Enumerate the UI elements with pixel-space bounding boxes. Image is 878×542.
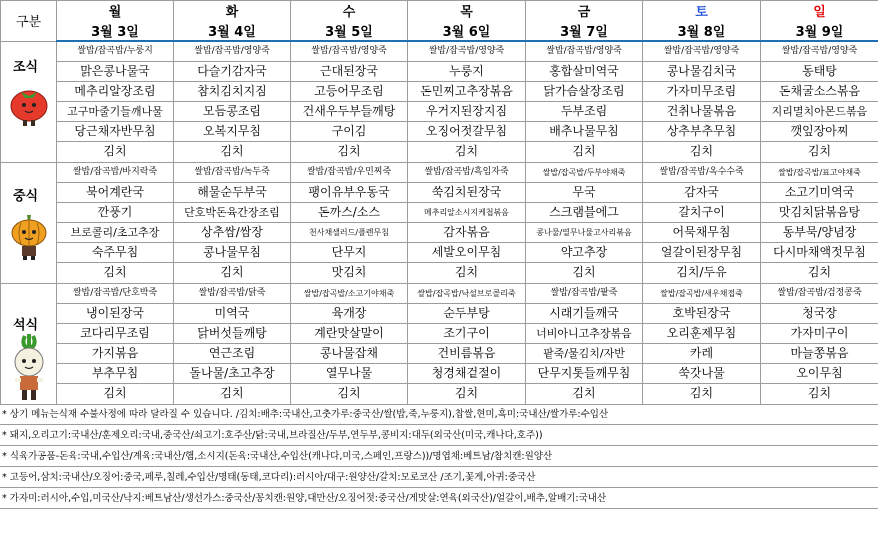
menu-item: 쌀밥/잡곡밥/닭죽: [174, 283, 291, 303]
menu-item: 김치: [526, 263, 643, 283]
menu-item: 열무나물: [291, 364, 408, 384]
menu-item: 김치: [291, 142, 408, 162]
menu-item: 당근채자반무침: [57, 122, 174, 142]
menu-item: 돈민찌고추장볶음: [408, 82, 526, 102]
menu-item: 김치: [761, 263, 878, 283]
menu-item: 약고추장: [526, 243, 643, 263]
menu-item: 스크램블에그: [526, 202, 643, 222]
menu-item: 깻잎장아찌: [761, 122, 878, 142]
origin-note: * 돼지,오리고기:국내산/훈제오리:국내,중국산/쇠고기:호주산/닭:국내,브라질산/두부,연두부,콩비지:대두(외국산(미국,캐나다,호주)): [2, 430, 543, 441]
menu-item: 마늘쫑볶음: [761, 343, 878, 363]
menu-item: 쌀밥/잡곡밥/팥죽: [526, 283, 643, 303]
meal-label-cell: [1, 162, 57, 283]
menu-item: 김치: [408, 263, 526, 283]
menu-item: 김치: [174, 142, 291, 162]
date-header-5: 3월 8일: [643, 20, 761, 41]
menu-item: 쌀밥/잡곡밥/영양죽: [761, 41, 878, 62]
menu-item: 메추리알소시지케첩볶음: [408, 202, 526, 222]
meal-label-cell: [1, 41, 57, 162]
menu-item: 해물순두부국: [174, 182, 291, 202]
menu-item: 오리훈제무침: [643, 323, 761, 343]
meal-label: 석식: [13, 317, 39, 333]
menu-item: 콩나물김치국: [643, 62, 761, 82]
menu-item: 쌀밥/잡곡밥/표고야채죽: [761, 162, 878, 182]
menu-row: [1, 222, 878, 242]
menu-item: 맛김치닭볶음탕: [761, 202, 878, 222]
day-header-3: 목: [408, 1, 526, 21]
menu-item: 가지볶음: [57, 343, 174, 363]
menu-item: 김치: [174, 384, 291, 404]
menu-item: 구이김: [291, 122, 408, 142]
meal-label: 조식: [13, 59, 39, 75]
menu-item: 오복지무침: [174, 122, 291, 142]
menu-item: 오징어젓갈무침: [408, 122, 526, 142]
menu-item: 김치: [643, 384, 761, 404]
menu-item: 깐풍기: [57, 202, 174, 222]
menu-item: 무국: [526, 182, 643, 202]
menu-item: 메추리알장조림: [57, 82, 174, 102]
menu-item: 참치김치지짐: [174, 82, 291, 102]
date-header-4: 3월 7일: [526, 20, 643, 41]
menu-row: [1, 384, 878, 404]
menu-item: 청국장: [761, 303, 878, 323]
menu-item: 갈치구이: [643, 202, 761, 222]
day-header-6: 일: [761, 1, 878, 21]
menu-item: 다슬기감자국: [174, 62, 291, 82]
menu-item: 쌀밥/잡곡밥/영양죽: [291, 41, 408, 62]
menu-item: 김치: [291, 384, 408, 404]
menu-row: [1, 364, 878, 384]
meal-label-cell: [1, 283, 57, 404]
radish-mascot-icon: [7, 334, 51, 405]
menu-row: [1, 182, 878, 202]
date-header-0: 3월 3일: [57, 20, 174, 41]
menu-item: 고등어무조림: [291, 82, 408, 102]
menu-item: 콩나물무침: [174, 243, 291, 263]
menu-item: 소고기미역국: [761, 182, 878, 202]
menu-item: 쌀밥/잡곡밥/단호박죽: [57, 283, 174, 303]
menu-item: 맑은콩나물국: [57, 62, 174, 82]
gubun-header: 구분: [1, 1, 57, 42]
menu-item: 조기구이: [408, 323, 526, 343]
menu-item: 건비름볶음: [408, 343, 526, 363]
menu-item: 어묵채무침: [643, 222, 761, 242]
menu-item: 쑥김치된장국: [408, 182, 526, 202]
origin-note: * 고등어,삼치:국내산/오징어:중국,페루,칠레,수입산/명태(동태,코다리):러시아/대구:원양산/갈치:모로코산 /조기,꽃게,아귀:중국산: [2, 472, 536, 483]
pumpkin-mascot-icon: [7, 211, 51, 265]
menu-item: 콩나물잡채: [291, 343, 408, 363]
menu-item: 김치: [57, 142, 174, 162]
date-header-3: 3월 6일: [408, 20, 526, 41]
date-header-1: 3월 4일: [174, 20, 291, 41]
menu-item: 카레: [643, 343, 761, 363]
menu-item: 숙주무침: [57, 243, 174, 263]
menu-item: 팥죽/물김치/자반: [526, 343, 643, 363]
menu-item: 쌀밥/잡곡밥/영양죽: [408, 41, 526, 62]
date-header-6: 3월 9일: [761, 20, 878, 41]
menu-item: 쌀밥/잡곡밥/두부야채죽: [526, 162, 643, 182]
menu-item: 쌀밥/잡곡밥/녹두죽: [174, 162, 291, 182]
menu-item: 미역국: [174, 303, 291, 323]
menu-item: 쑥갓나물: [643, 364, 761, 384]
menu-row: [1, 283, 878, 303]
menu-row: [1, 142, 878, 162]
menu-row: [1, 102, 878, 122]
menu-item: 김치: [174, 263, 291, 283]
menu-item: 브로콜리/초고추장: [57, 222, 174, 242]
menu-item: 우거지된장지짐: [408, 102, 526, 122]
menu-item: 김치: [526, 142, 643, 162]
menu-row: [1, 263, 878, 283]
menu-item: 홍합살미역국: [526, 62, 643, 82]
menu-item: 순두부탕: [408, 303, 526, 323]
menu-item: 쌀밥/잡곡밥/영양죽: [643, 41, 761, 62]
menu-row: [1, 243, 878, 263]
menu-item: 김치: [57, 263, 174, 283]
menu-item: 연근조림: [174, 343, 291, 363]
menu-item: 천사채샐러드/플렌무침: [291, 222, 408, 242]
menu-item: 단호박돈육간장조림: [174, 202, 291, 222]
menu-item: 단무지: [291, 243, 408, 263]
menu-item: 김치: [643, 142, 761, 162]
menu-item: 북어계란국: [57, 182, 174, 202]
note-divider: [0, 508, 878, 509]
menu-item: 쌀밥/잡곡밥/누룽지: [57, 41, 174, 62]
menu-item: 쌀밥/잡곡밥/낙설브로콜리죽: [408, 283, 526, 303]
menu-item: 지리멸치아몬드볶음: [761, 102, 878, 122]
menu-row: [1, 343, 878, 363]
menu-item: 돈채굴소스볶음: [761, 82, 878, 102]
menu-item: 청경채겉절이: [408, 364, 526, 384]
day-header-4: 금: [526, 1, 643, 21]
meal-label: 중식: [13, 188, 39, 204]
menu-item: 쌀밥/잡곡밥/우민찌죽: [291, 162, 408, 182]
menu-item: 팽이유부우동국: [291, 182, 408, 202]
menu-item: 동태탕: [761, 62, 878, 82]
menu-item: 가자미무조림: [643, 82, 761, 102]
menu-item: 배추나물무침: [526, 122, 643, 142]
menu-item: 냉이된장국: [57, 303, 174, 323]
menu-item: 가자미구이: [761, 323, 878, 343]
menu-row: [1, 323, 878, 343]
menu-item: 콩나물/열무나물고사리볶음: [526, 222, 643, 242]
menu-item: 두부조림: [526, 102, 643, 122]
menu-item: 김치: [526, 384, 643, 404]
menu-row: [1, 41, 878, 62]
menu-row: [1, 303, 878, 323]
menu-row: [1, 82, 878, 102]
menu-row: [1, 202, 878, 222]
menu-item: 감자국: [643, 182, 761, 202]
menu-item: 상추쌈/쌈장: [174, 222, 291, 242]
menu-item: 쌀밥/잡곡밥/검정콩죽: [761, 283, 878, 303]
menu-item: 김치: [408, 142, 526, 162]
menu-item: 쌀밥/잡곡밥/흑임자죽: [408, 162, 526, 182]
day-header-5: 토: [643, 1, 761, 21]
menu-item: 오이무침: [761, 364, 878, 384]
menu-item: 코다리무조림: [57, 323, 174, 343]
day-header-1: 화: [174, 1, 291, 21]
menu-item: 맛김치: [291, 263, 408, 283]
menu-item: 건취나물볶음: [643, 102, 761, 122]
menu-item: 김치: [57, 384, 174, 404]
menu-item: 너비아니고추장볶음: [526, 323, 643, 343]
menu-item: 상추부추무침: [643, 122, 761, 142]
menu-item: 쌀밥/잡곡밥/영양죽: [526, 41, 643, 62]
menu-item: 닭가슴살장조림: [526, 82, 643, 102]
origin-note: * 상기 메뉴는식재 수불사정에 따라 달라질 수 있습니다. /김치:배추:국내산,고춧가루:중국산/쌀(밥,죽,누룽지),찹쌀,현미,흑미:국내산/쌀가루:수입산: [2, 409, 609, 420]
menu-item: 고구마줄기들깨나물: [57, 102, 174, 122]
menu-item: 부추무침: [57, 364, 174, 384]
menu-item: 근대된장국: [291, 62, 408, 82]
note-divider: [0, 487, 878, 488]
menu-item: 단무지톳들깨무침: [526, 364, 643, 384]
menu-item: 세발오이무침: [408, 243, 526, 263]
menu-item: 쌀밥/잡곡밥/옥수수죽: [643, 162, 761, 182]
menu-item: 쌀밥/잡곡밥/소고기야채죽: [291, 283, 408, 303]
menu-item: 얼갈이된장무침: [643, 243, 761, 263]
tomato-mascot-icon: [7, 82, 51, 132]
menu-item: 쌀밥/잡곡밥/영양죽: [174, 41, 291, 62]
menu-item: 김치: [761, 142, 878, 162]
note-divider: [0, 466, 878, 467]
menu-item: 쌀밥/잡곡밥/새우채접죽: [643, 283, 761, 303]
note-divider: [0, 424, 878, 425]
menu-row: [1, 62, 878, 82]
menu-item: 닭버섯들깨탕: [174, 323, 291, 343]
menu-row: [1, 162, 878, 182]
note-divider: [0, 445, 878, 446]
menu-item: 누룽지: [408, 62, 526, 82]
menu-item: 돈까스/소스: [291, 202, 408, 222]
menu-item: 김치: [761, 384, 878, 404]
menu-item: 모듬콩조림: [174, 102, 291, 122]
menu-row: [1, 122, 878, 142]
menu-item: 김치/두유: [643, 263, 761, 283]
day-header-2: 수: [291, 1, 408, 21]
menu-item: 감자볶음: [408, 222, 526, 242]
menu-item: 돌나물/초고추장: [174, 364, 291, 384]
menu-item: 육개장: [291, 303, 408, 323]
date-header-2: 3월 5일: [291, 20, 408, 41]
menu-item: 계란맛살말이: [291, 323, 408, 343]
menu-item: 다시마채액젓무침: [761, 243, 878, 263]
menu-item: 시래기들깨국: [526, 303, 643, 323]
day-header-0: 월: [57, 1, 174, 21]
menu-item: 동부묵/양념장: [761, 222, 878, 242]
menu-item: 호박된장국: [643, 303, 761, 323]
menu-item: 김치: [408, 384, 526, 404]
origin-note: * 식육가공품-돈육:국내,수입산/계육:국내산/햄,소시지(돈육:국내산,수입산(캐나다,미국,스페인,프랑스))/명엽채:베트남/참치캔:원양산: [2, 451, 553, 462]
origin-note: * 가자미:러시아,수입,미국산/낙지:베트남산/생선가스:중국산/꽁치캔:원양,대만산/오징어젓:중국산/게맛살:연육(외국산)/얼갈이,배추,알배기:국내산: [2, 493, 607, 504]
menu-item: 건새우두부들깨탕: [291, 102, 408, 122]
menu-item: 쌀밥/잡곡밥/바지락죽: [57, 162, 174, 182]
